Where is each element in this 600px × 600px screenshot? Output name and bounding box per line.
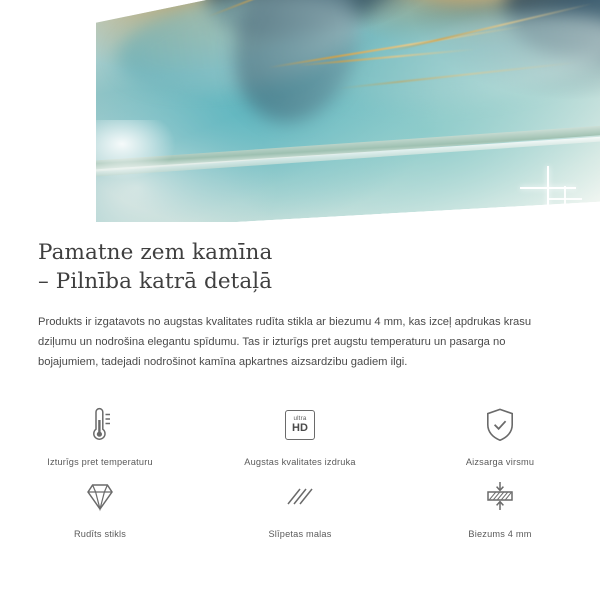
diamond-icon [82,475,118,519]
feature-item-surface-protection [400,395,600,467]
feature-row-2 [0,467,600,539]
hero-image-canvas [0,0,600,222]
feature-row-1 [0,395,600,467]
ultra-hd-icon [285,403,315,447]
sparkle-icon [548,182,582,216]
glass-corner-glow [86,120,176,180]
feature-item-tempered-glass [0,467,200,539]
thickness-icon [482,475,518,519]
thermometer-icon [83,403,117,447]
feature-item-temperature [0,395,200,467]
hero-left-margin [0,0,96,222]
ultra-hd-badge-bottom: HD [292,422,308,435]
hero-image [0,0,600,222]
text-content [0,222,600,372]
feature-label: Aizsarga virsmu [465,457,535,467]
feature-label: Slīpetas malas [268,529,332,539]
glass-panel-surface [80,0,600,222]
feature-item-polished-edges [200,467,400,539]
feature-label: Augstas kvalitates izdruka [244,457,356,467]
feature-item-print-quality [200,395,400,467]
page-title-line-2: – Pilnība katrā detaļā [38,269,273,294]
polished-edges-icon [283,475,317,519]
page-title-line-1: Pamatne zem kamīna [38,240,273,265]
page-title [0,222,600,296]
feature-label: Rudīts stikls [73,529,127,539]
feature-label: Biezums 4 mm [468,529,532,539]
description-paragraph: Produkts ir izgatavots no augstas kvalitates rudīta stikla ar biezumu 4 mm, kas izceļ apdrukas krasu dziļumu un nodrošina elegantu spīdumu. Tas ir izturīgs pret augstu temperaturu un pasarga no bojajumiem, tadejadi nodrošinot kamīna apkartnes aizsardzibu gadiem ilgi. [38,316,532,368]
feature-grid [0,395,600,539]
feature-item-thickness [400,467,600,539]
ultra-hd-badge-top: ultra [293,414,307,422]
shield-check-icon [484,403,516,447]
feature-label: Izturīgs pret temperaturu [47,457,153,467]
